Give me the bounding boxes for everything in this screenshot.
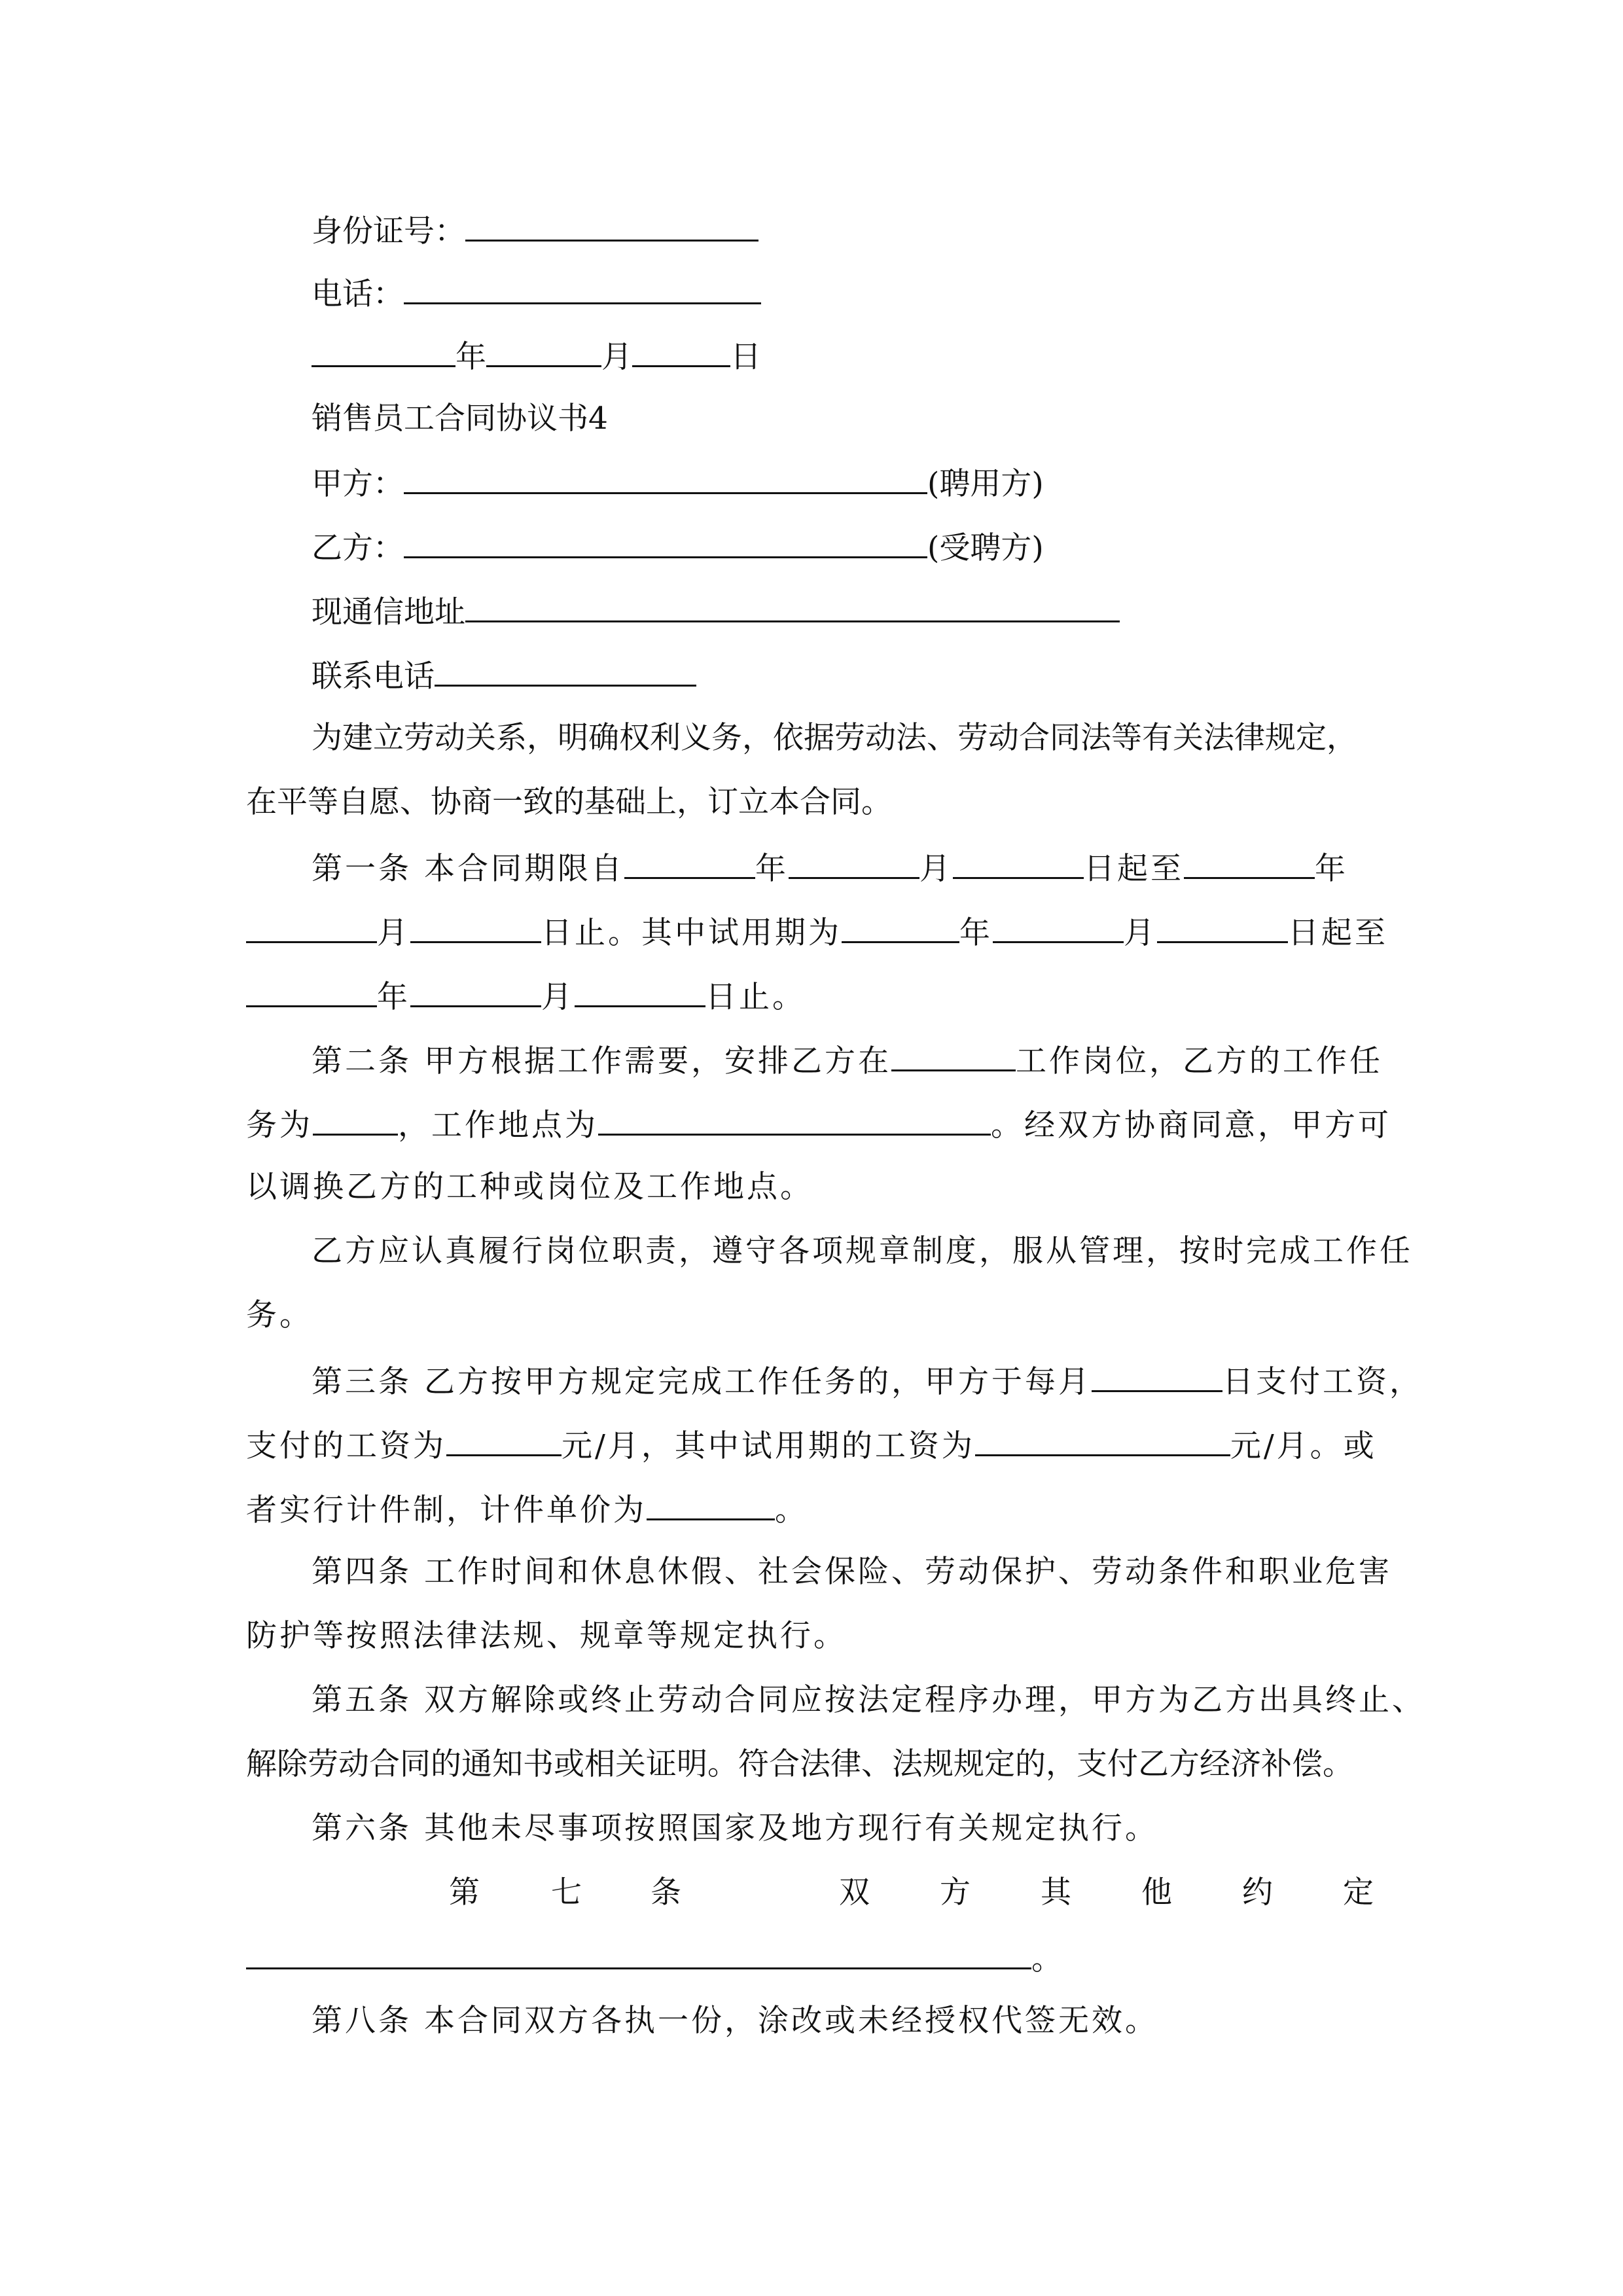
article-4-line-2: 防护等按照法律法规、规章等规定执行。 bbox=[246, 1618, 847, 1654]
article-3-line-3 bbox=[246, 1488, 808, 1528]
probation-start-day-blank[interactable] bbox=[1157, 911, 1288, 943]
salary-label: 支付的工资为 bbox=[246, 1428, 446, 1464]
phone-blank[interactable] bbox=[404, 272, 761, 304]
contact-phone-blank[interactable] bbox=[435, 655, 696, 687]
probation-end-year-label: 年 bbox=[377, 979, 410, 1015]
article-5-line-1: 第五条 双方解除或终止劳动合同应按法定程序办理，甲方为乙方出具终止、 bbox=[312, 1682, 1425, 1718]
article-2-line-2 bbox=[246, 1103, 1391, 1143]
article-7-char-7: 他 bbox=[1141, 1874, 1172, 1910]
article-2-line-3: 以调换乙方的工种或岗位及工作地点。 bbox=[246, 1169, 813, 1205]
probation-end-label: 日止。 bbox=[705, 979, 806, 1015]
probation-start-month-blank[interactable] bbox=[993, 911, 1124, 943]
duty-line-2: 务。 bbox=[246, 1297, 313, 1333]
address-blank[interactable] bbox=[465, 590, 1120, 622]
article-7-char-2: 七 bbox=[551, 1874, 582, 1910]
piece-rate-suffix: 。 bbox=[775, 1492, 808, 1528]
article-2-prefix: 第二条 甲方根据工作需要，安排乙方在 bbox=[312, 1043, 891, 1079]
term-start-year-blank[interactable] bbox=[624, 847, 755, 879]
probation-end-year-blank[interactable] bbox=[246, 975, 377, 1007]
article-1-line-3 bbox=[246, 975, 806, 1014]
party-a-blank[interactable] bbox=[404, 462, 927, 494]
work-location-blank[interactable] bbox=[598, 1103, 991, 1136]
article-2-suffix: 工作岗位，乙方的工作任 bbox=[1015, 1043, 1383, 1079]
term-start-month-blank[interactable] bbox=[789, 847, 919, 879]
probation-start-year-blank[interactable] bbox=[842, 911, 959, 943]
article-7-line-2 bbox=[246, 1937, 1062, 1977]
party-a-line bbox=[312, 462, 1044, 501]
task-blank[interactable] bbox=[313, 1103, 398, 1136]
term-start-day-blank[interactable] bbox=[953, 847, 1084, 879]
party-b-label: 乙方： bbox=[312, 530, 404, 566]
article-1-line-2 bbox=[246, 911, 1388, 950]
party-a-suffix: (聘用方) bbox=[927, 466, 1044, 502]
probation-end-month-label: 月 bbox=[541, 979, 575, 1015]
probation-from-to-label: 日起至 bbox=[1288, 915, 1388, 951]
salary-blank[interactable] bbox=[446, 1424, 562, 1456]
address-line bbox=[312, 590, 1120, 630]
party-b-line bbox=[312, 526, 1044, 565]
article-5-line-2: 解除劳动合同的通知书或相关证明。符合法律、法规规定的，支付乙方经济补偿。 bbox=[246, 1746, 1353, 1782]
id-number-blank[interactable] bbox=[465, 209, 758, 242]
other-agreements-blank[interactable] bbox=[246, 1937, 1031, 1969]
article-6: 第六条 其他未尽事项按照国家及地方现行有关规定执行。 bbox=[312, 1810, 1158, 1846]
payday-blank[interactable] bbox=[1092, 1360, 1222, 1392]
probation-start-year-label: 年 bbox=[959, 915, 993, 951]
article-3-line-2 bbox=[246, 1424, 1377, 1463]
article-3-prefix: 第三条 乙方按甲方规定完成工作任务的，甲方于每月 bbox=[312, 1364, 1092, 1400]
work-location-label: ，工作地点为 bbox=[398, 1107, 598, 1143]
article-7-char-8: 约 bbox=[1242, 1874, 1273, 1910]
date-year-blank[interactable] bbox=[312, 335, 455, 367]
term-end-month-blank[interactable] bbox=[246, 911, 377, 943]
article-7-char-5: 方 bbox=[940, 1874, 971, 1910]
date-day-label: 日 bbox=[730, 339, 761, 375]
article-2-line-1 bbox=[312, 1039, 1383, 1079]
article-3-line-2-suffix: 元/月。或 bbox=[1230, 1428, 1377, 1464]
article-7-char-3: 条 bbox=[651, 1874, 681, 1910]
phone-line bbox=[312, 272, 761, 312]
term-end-month-label: 月 bbox=[377, 915, 410, 951]
date-month-blank[interactable] bbox=[486, 335, 601, 367]
task-label: 务为 bbox=[246, 1107, 313, 1143]
contact-phone-label: 联系电话 bbox=[312, 658, 435, 694]
article-4-line-1: 第四条 工作时间和休息休假、社会保险、劳动保护、劳动条件和职业危害 bbox=[312, 1554, 1392, 1590]
article-7-end: 。 bbox=[1031, 1941, 1062, 1977]
party-a-label: 甲方： bbox=[312, 466, 404, 502]
article-7-line-1 bbox=[312, 1873, 1378, 1912]
phone-label: 电话： bbox=[312, 276, 404, 312]
article-2-line-2-suffix: 。经双方协商同意，甲方可 bbox=[991, 1107, 1391, 1143]
signing-date-line bbox=[312, 335, 761, 374]
preamble-line-2: 在平等自愿、协商一致的基础上，订立本合同。 bbox=[246, 784, 892, 820]
document-title: 销售员工合同协议书4 bbox=[312, 401, 608, 437]
preamble-line-1: 为建立劳动关系，明确权利义务，依据劳动法、劳动合同法等有关法律规定， bbox=[312, 720, 1357, 756]
term-start-month-label: 月 bbox=[919, 851, 953, 887]
term-end-probation-label: 日止。其中试用期为 bbox=[541, 915, 842, 951]
piece-rate-label: 者实行计件制，计件单价为 bbox=[246, 1492, 647, 1528]
article-8: 第八条 本合同双方各执一份，涂改或未经授权代签无效。 bbox=[312, 2003, 1158, 2039]
term-end-year-blank[interactable] bbox=[1184, 847, 1315, 879]
article-1-line-1 bbox=[312, 847, 1348, 886]
article-7-char-4: 双 bbox=[839, 1874, 870, 1910]
id-number-label: 身份证号： bbox=[312, 213, 465, 249]
id-number-line bbox=[312, 209, 758, 249]
article-3-line-1 bbox=[312, 1360, 1423, 1399]
probation-start-month-label: 月 bbox=[1124, 915, 1157, 951]
contact-phone-line bbox=[312, 655, 696, 694]
party-b-suffix: (受聘方) bbox=[927, 530, 1044, 566]
address-label: 现通信地址 bbox=[312, 594, 465, 630]
date-day-blank[interactable] bbox=[632, 335, 730, 367]
article-1-prefix: 第一条 本合同期限自 bbox=[312, 851, 624, 887]
probation-salary-blank[interactable] bbox=[975, 1424, 1230, 1456]
piece-rate-blank[interactable] bbox=[647, 1488, 775, 1520]
term-end-year-label: 年 bbox=[1314, 851, 1348, 887]
article-7-char-9: 定 bbox=[1343, 1874, 1374, 1910]
term-end-day-blank[interactable] bbox=[410, 911, 541, 943]
probation-end-month-blank[interactable] bbox=[410, 975, 541, 1007]
article-7-char-1: 第 bbox=[449, 1874, 480, 1910]
date-year-label: 年 bbox=[455, 339, 486, 375]
position-blank[interactable] bbox=[891, 1039, 1016, 1071]
party-b-blank[interactable] bbox=[404, 526, 927, 558]
term-start-year-label: 年 bbox=[755, 851, 789, 887]
date-month-label: 月 bbox=[601, 339, 632, 375]
duty-line-1: 乙方应认真履行岗位职责，遵守各项规章制度，服从管理，按时完成工作任 bbox=[312, 1233, 1413, 1269]
probation-end-day-blank[interactable] bbox=[575, 975, 705, 1007]
article-7-char-6: 其 bbox=[1041, 1874, 1071, 1910]
term-from-to-label: 日起至 bbox=[1083, 851, 1184, 887]
probation-salary-label: 元/月，其中试用期的工资为 bbox=[562, 1428, 975, 1464]
article-3-suffix: 日支付工资， bbox=[1222, 1364, 1423, 1400]
